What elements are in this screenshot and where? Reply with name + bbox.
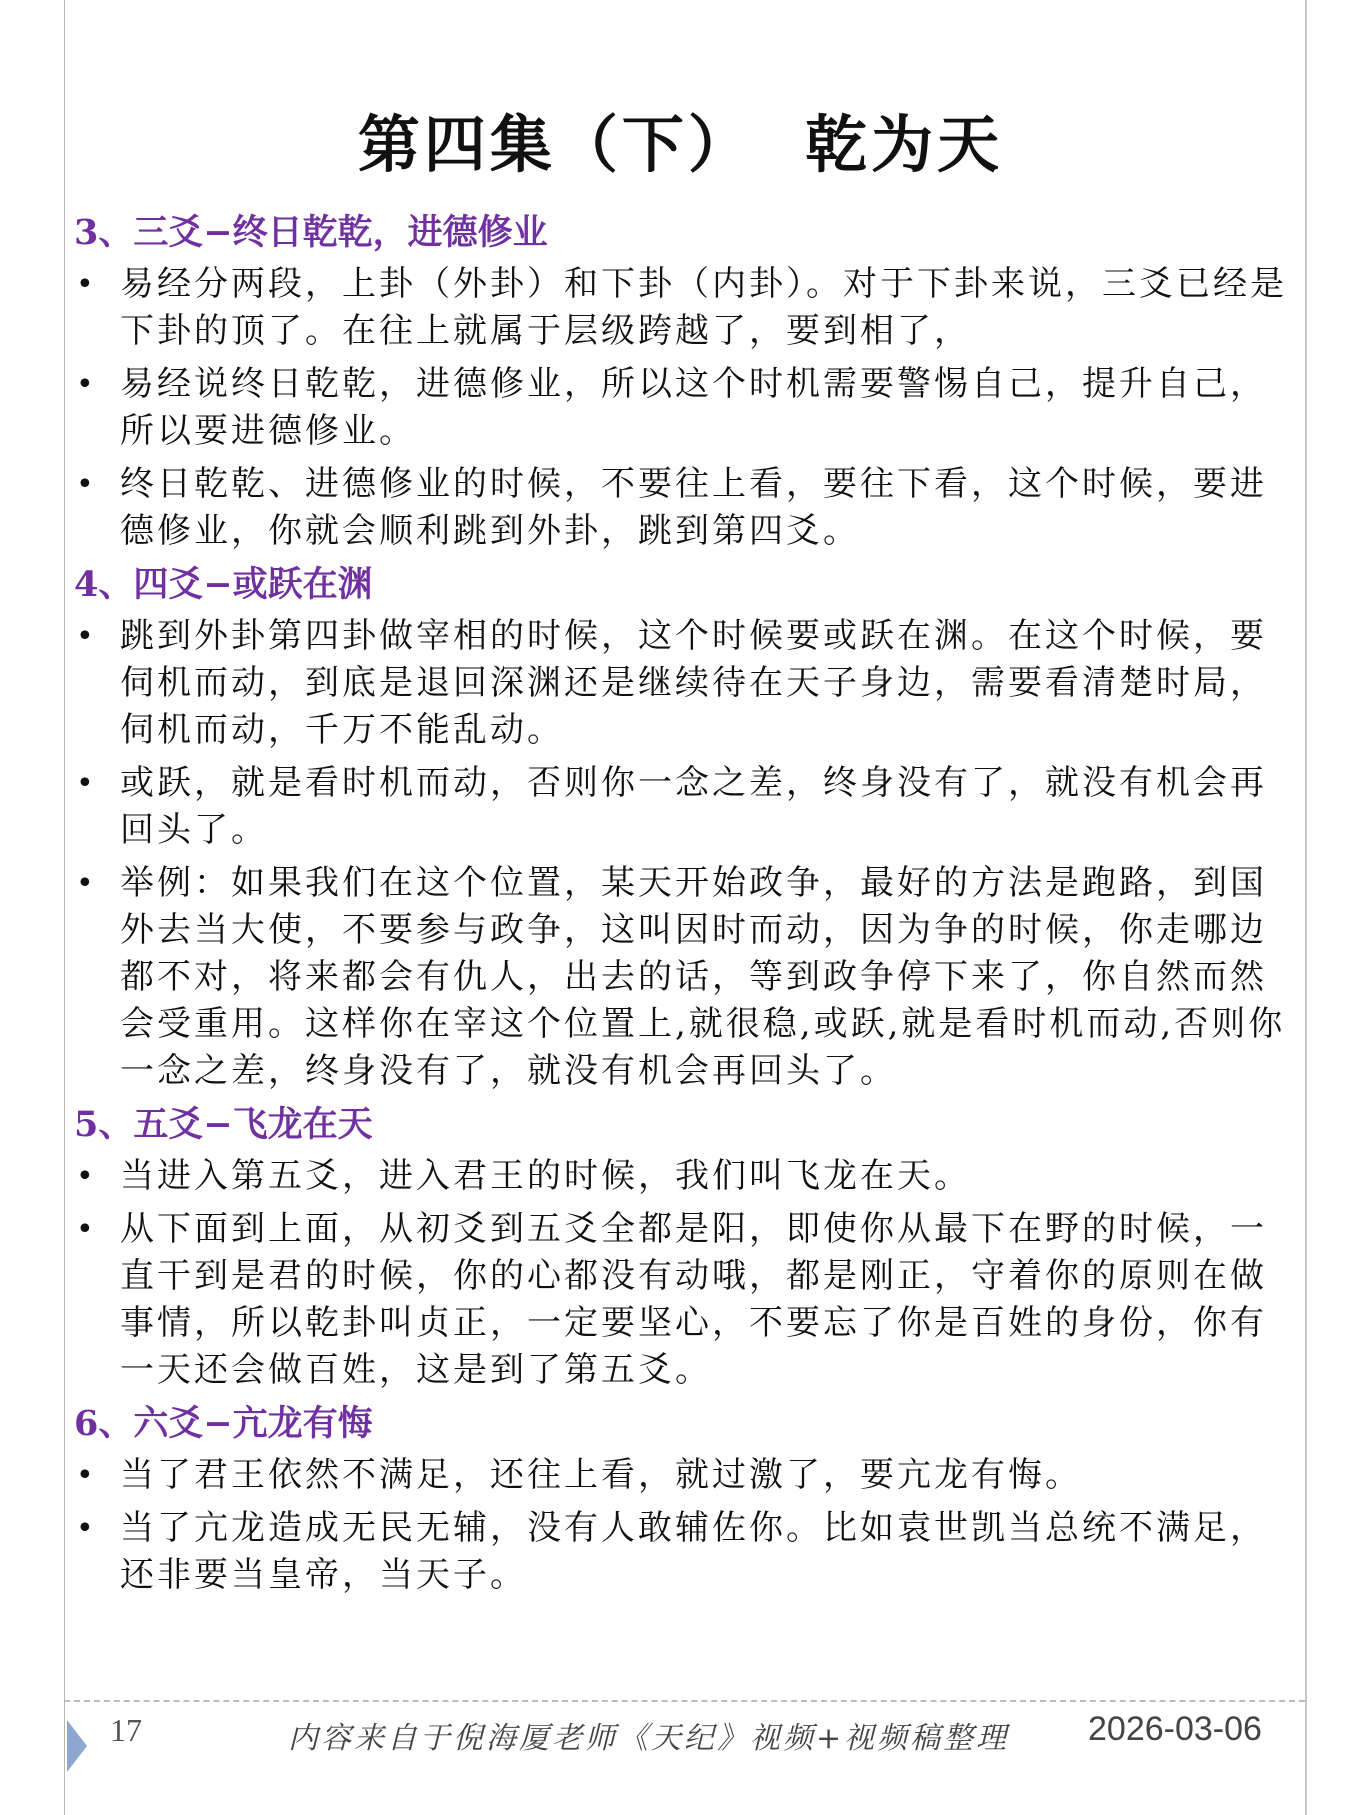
bullet-dot-icon: • [76,367,97,402]
bullet-item [74,1206,1296,1394]
section-heading: 6、六爻−亢龙有悔 [74,1403,373,1444]
bullet-text: 举例：如果我们在这个位置，某天开始政争，最好的方法是跑路，到国外去当大使，不要参与政争，这叫因时而动，因为争的时候，你走哪边都不对，将来都会有仇人，出去的话，等到政争停下来了，你自然而然会受重用。这样你在宰这个位置上,就很稳,或跃,就是看时机而动,否则你一念之差，终身没有了，就没有机会再回头了。 [120,863,1286,1091]
footer-divider [64,1700,1305,1702]
bullet-dot-icon: • [76,619,97,654]
bullet-text: 当了亢龙造成无民无辅，没有人敢辅佐你。比如袁世凯当总统不满足，还非要当皇帝，当天子。 [120,1508,1267,1595]
section-heading: 3、三爻−终日乾乾，进德修业 [74,212,548,253]
footer-date: 2026-03-06 [1088,1710,1262,1748]
bullet-item [74,461,1296,555]
section-5 [74,1101,1296,1394]
bullet-dot-icon: • [76,267,97,302]
bullet-item [74,261,1296,355]
bullet-item [74,860,1296,1095]
section-heading: 5、五爻−飞龙在天 [74,1104,373,1145]
triangle-arrow-icon [67,1720,87,1772]
section-3 [74,209,1296,555]
bullet-text: 从下面到上面，从初爻到五爻全都是阳，即使你从最下在野的时候，一直干到是君的时候，你的心都没有动哦，都是刚正，守着你的原则在做事情，所以乾卦叫贞正，一定要坚心，不要忘了你是百姓的身份，你有一天还会做百姓，这是到了第五爻。 [120,1209,1267,1390]
bullet-dot-icon: • [76,766,97,801]
bullet-dot-icon: • [76,1159,97,1194]
section-4 [74,561,1296,1095]
bullet-text: 当进入第五爻，进入君王的时候，我们叫飞龙在天。 [120,1156,971,1196]
bullet-text: 终日乾乾、进德修业的时候，不要往上看，要往下看，这个时候，要进德修业，你就会顺利跳到外卦，跳到第四爻。 [120,464,1267,551]
bullet-dot-icon: • [76,467,97,502]
bullet-item [74,1153,1296,1200]
bullet-text: 易经分两段，上卦（外卦）和下卦（内卦）。对于下卦来说，三爻已经是下卦的顶了。在往上就属于层级跨越了，要到相了， [120,264,1287,351]
page-title: 第四集（下） 乾为天 [357,108,1004,181]
left-frame-line [64,0,65,1815]
bullet-item [74,1505,1296,1599]
content-body [74,205,1296,1605]
bullet-text: 跳到外卦第四卦做宰相的时候，这个时候要或跃在渊。在这个时候，要伺机而动，到底是退回深渊还是继续待在天子身边，需要看清楚时局，伺机而动，千万不能乱动。 [120,616,1267,750]
right-frame-line [1305,0,1307,1815]
bullet-item [74,760,1296,854]
section-6 [74,1400,1296,1599]
bullet-text: 易经说终日乾乾，进德修业，所以这个时机需要警惕自己，提升自己，所以要进德修业。 [120,364,1267,451]
footer-source-text: 内容来自于倪海厦老师《天纪》视频+视频稿整理 [288,1721,1010,1756]
bullet-item [74,361,1296,455]
bullet-text: 或跃，就是看时机而动，否则你一念之差，终身没有了，就没有机会再回头了。 [120,763,1267,850]
bullet-item [74,1452,1296,1499]
page-number: 17 [110,1712,142,1748]
bullet-dot-icon: • [76,866,97,901]
bullet-text: 当了君王依然不满足，还往上看，就过激了，要亢龙有悔。 [120,1455,1082,1495]
section-heading: 4、四爻−或跃在渊 [74,564,373,605]
bullet-dot-icon: • [76,1511,97,1546]
bullet-dot-icon: • [76,1212,97,1247]
bullet-dot-icon: • [76,1458,97,1493]
bullet-item [74,613,1296,754]
